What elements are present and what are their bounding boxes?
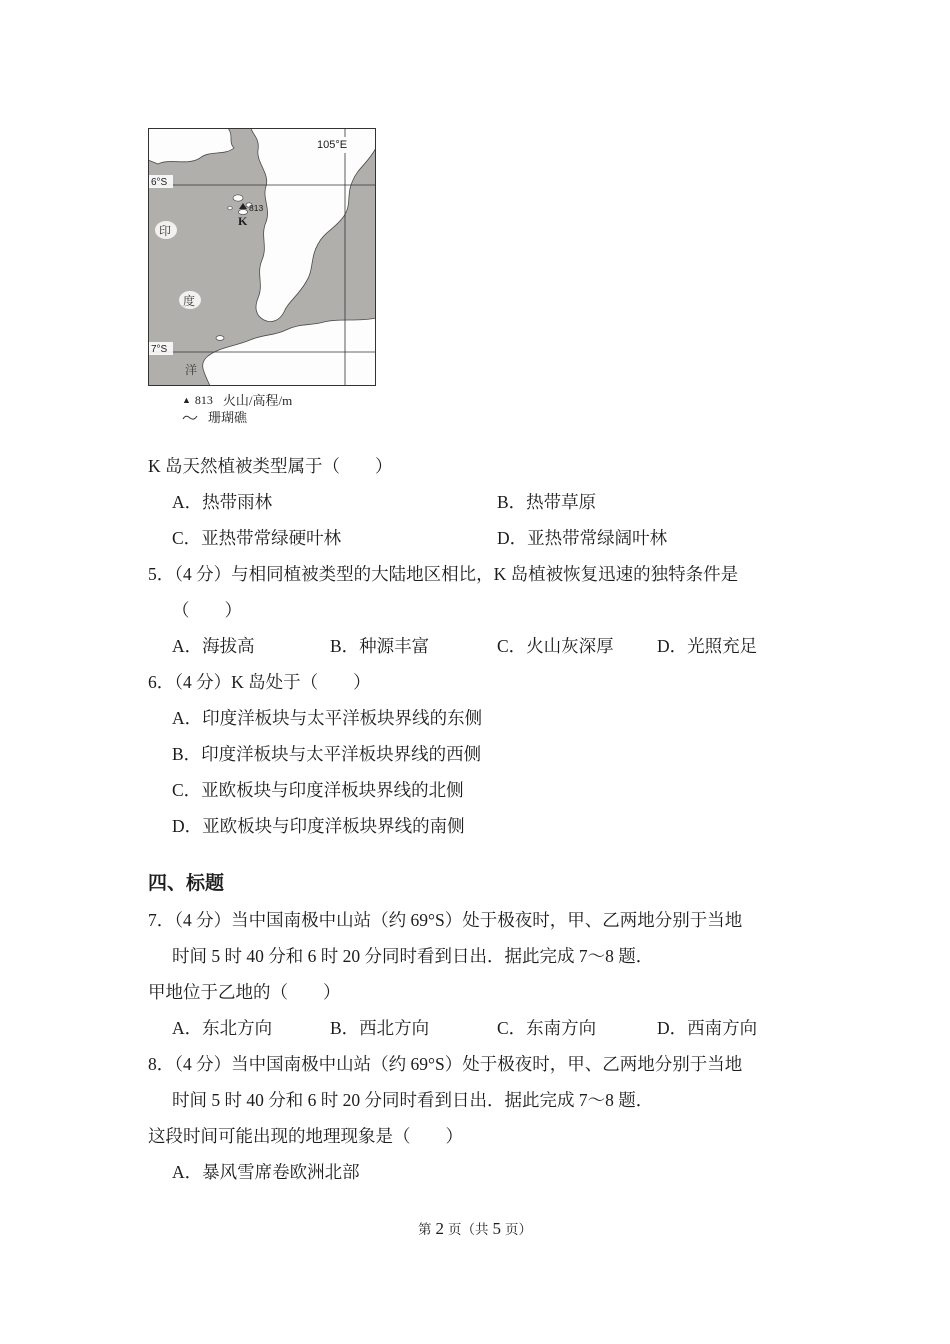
legend-reef [182,409,408,426]
question-7-subquestion: 甲地位于乙地的（ ） [148,982,341,1002]
latitude-label-7s: 7°S [151,344,168,355]
question-7 [148,902,830,1046]
question-4 [148,448,830,556]
question-4-options-row2 [172,520,830,556]
option-a: A．热带雨林 [172,492,273,512]
ocean-label-char2: 度 [183,294,196,308]
option-a: A．印度洋板块与太平洋板块界线的东侧 [172,708,483,728]
small-island [228,206,232,210]
question-8-stem-line2: 时间 5 时 40 分和 6 时 20 分同时看到日出．据此完成 7～8 题． [172,1090,654,1110]
map-legend [182,392,408,426]
option-b: B．种源丰富 [330,636,430,656]
option-d: D．西南方向 [657,1018,758,1038]
option-d: D．光照充足 [657,636,758,656]
question-6 [148,664,830,844]
reef-icon [182,413,198,422]
section-heading: 四、标题 [148,873,225,894]
option-b: B．热带草原 [497,492,597,512]
footer-text: 页） [505,1222,532,1237]
option-b: B．西北方向 [330,1018,430,1038]
map-image [148,128,376,386]
option-b: B．印度洋板块与太平洋板块界线的西侧 [172,744,482,764]
longitude-label: 105°E [317,139,348,151]
question-4-options-row1 [172,484,830,520]
footer-text: 页（共 [448,1222,489,1237]
option-c: C．亚热带常绿硬叶林 [172,528,342,548]
question-8 [148,1046,830,1190]
map-figure [148,128,408,426]
latitude-label-6s: 6°S [151,177,168,188]
page-footer [0,1218,950,1239]
legend-volcano-label: 火山/高程/m [222,393,293,408]
ocean-label-char3: 洋 [185,363,198,377]
ocean-label-char1: 印 [159,224,172,238]
question-4-stem: K 岛天然植被类型属于（ ） [148,456,393,476]
question-7-options [172,1010,830,1046]
elevation-label: 813 [249,203,264,213]
option-c: C．亚欧板块与印度洋板块界线的北侧 [172,780,464,800]
footer-text: 第 [418,1222,432,1237]
k-island-label: K [238,214,248,228]
option-a: A．暴风雪席卷欧洲北部 [172,1162,360,1182]
legend-volcano [182,392,408,409]
question-6-stem: 6．（4 分）K 岛处于（ ） [148,672,371,692]
question-7-stem-line1: 7．（4 分）当中国南极中山站（约 69°S）处于极夜时，甲、乙两地分别于当地 [148,910,743,930]
option-a: A．东北方向 [172,1018,273,1038]
question-7-stem-line2: 时间 5 时 40 分和 6 时 20 分同时看到日出．据此完成 7～8 题． [172,946,654,966]
small-island [233,195,243,201]
question-8-subquestion: 这段时间可能出现的地理现象是（ ） [148,1126,463,1146]
footer-total-pages: 5 [492,1219,501,1238]
volcano-icon: ▲ [182,395,191,405]
option-c: C．火山灰深厚 [497,636,614,656]
question-5-stem: 5．（4 分）与相同植被类型的大陆地区相比，K 岛植被恢复迅速的独特条件是 [148,564,739,584]
option-c: C．东南方向 [497,1018,597,1038]
small-island [216,336,224,341]
question-5-options [172,628,830,664]
option-d: D．亚欧板块与印度洋板块界线的南侧 [172,816,465,836]
footer-page-number: 2 [435,1219,444,1238]
option-a: A．海拔高 [172,636,255,656]
legend-reef-label: 珊瑚礁 [208,410,248,425]
question-5-stem-cont: （ ） [172,600,242,620]
question-5 [148,556,830,664]
question-8-stem-line1: 8．（4 分）当中国南极中山站（约 69°S）处于极夜时，甲、乙两地分别于当地 [148,1054,743,1074]
option-d: D．亚热带常绿阔叶林 [497,528,668,548]
legend-volcano-value: 813 [194,393,213,407]
